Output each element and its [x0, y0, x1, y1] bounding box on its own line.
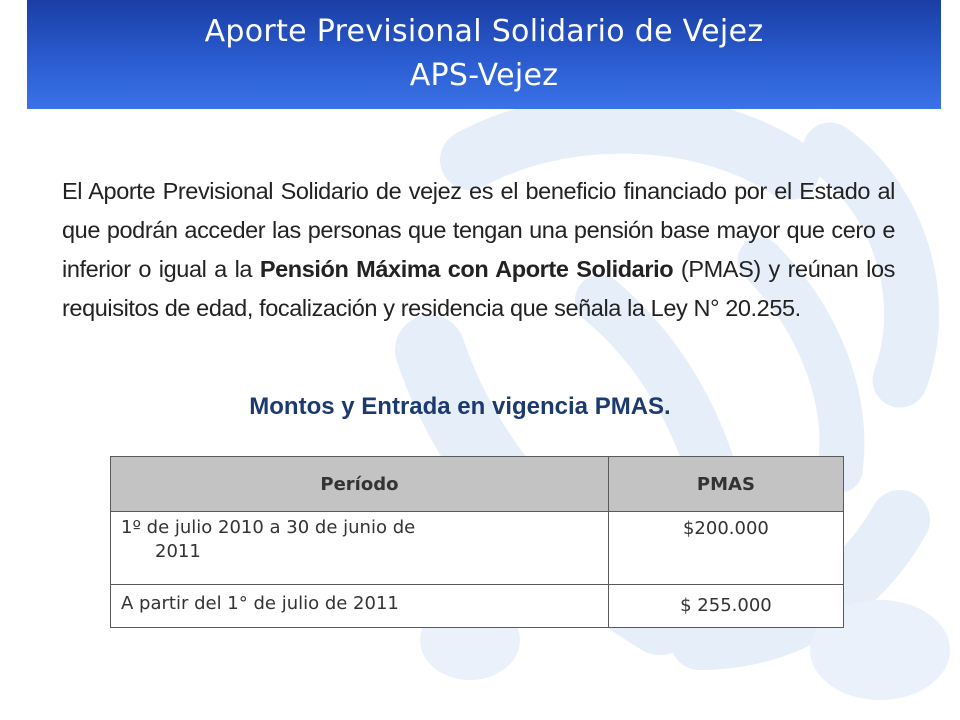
period-line: 2011 — [155, 541, 201, 562]
table-row — [111, 585, 844, 628]
table-row — [111, 512, 844, 585]
table-header-row — [111, 457, 844, 512]
intro-bold-term: Pensión Máxima con Aporte Solidario — [259, 256, 674, 282]
amount-cell: $200.000 — [608, 512, 843, 585]
amount-cell: $ 255.000 — [608, 585, 843, 628]
pmas-table — [110, 456, 844, 628]
period-cell: A partir del 1° de julio de 2011 — [111, 585, 609, 628]
column-header-pmas: PMAS — [608, 457, 843, 512]
column-header-period: Período — [111, 457, 609, 512]
page-subtitle: APS-Vejez — [409, 58, 559, 93]
period-line: 1º de julio 2010 a 30 de junio de — [121, 517, 416, 538]
intro-text-2: (PMAS) y reúnan los requisitos de edad, focalización y residencia que señala la Ley N° 20.255. — [62, 256, 895, 321]
period-cell — [111, 512, 609, 585]
title-banner — [27, 0, 941, 109]
intro-paragraph — [62, 172, 895, 328]
intro-text-1: El Aporte Previsional Solidario de vejez es el beneficio financiado por el Estado al que podrán acceder las personas que tengan una pensión base mayor que cero e inferior o igual a la — [62, 178, 895, 282]
page-title: Aporte Previsional Solidario de Vejez — [204, 14, 764, 49]
section-heading: Montos y Entrada en vigencia PMAS. — [249, 393, 671, 420]
